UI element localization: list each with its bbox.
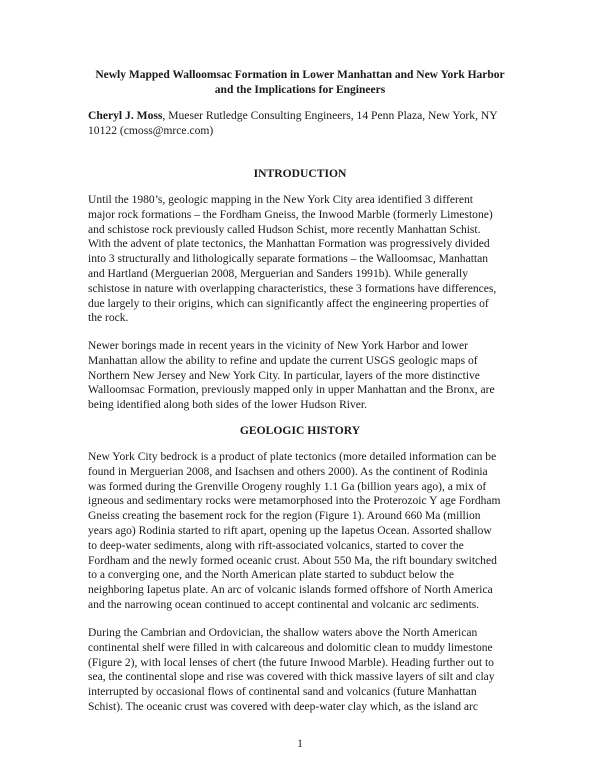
text-line: Schist). The oceanic crust was covered with deep-water clay which, as the island arc <box>88 700 478 713</box>
text-line: Manhattan allow the ability to refine and update the current USGS geologic maps of <box>88 354 478 367</box>
text-line: the rock. <box>88 312 129 325</box>
text-line: Until the 1980’s, geologic mapping in the New York City area identified 3 different <box>88 194 473 206</box>
text-line: and Hartland (Merguerian 2008, Merguerian and Sanders 1991b). While generally <box>88 267 468 280</box>
text-line: years ago) Rodinia started to rift apart, opening up the Iapetus Ocean. Assorted shallow <box>88 524 492 537</box>
intro-paragraph-1 <box>88 193 528 326</box>
text-line: With the advent of plate tectonics, the Manhattan Formation was progressively divided <box>88 238 490 251</box>
text-line: and schistose rock previously called Hudson Schist, more recently Manhattan Schist. <box>88 223 481 236</box>
paper-title-line-2: and the Implications for Engineers <box>214 84 386 96</box>
author-block <box>88 108 528 138</box>
history-paragraph-2 <box>88 626 528 715</box>
section-heading-geologic-history: GEOLOGIC HISTORY <box>239 424 361 437</box>
text-line: continental shelf were filled in with calcareous and dolomitic clean to muddy limestone <box>88 641 493 654</box>
text-line: interrupted by occasional flows of continental sand and volcanics (future Manhattan <box>88 686 477 699</box>
text-line: found in Merguerian 2008, and Isachsen and others 2000). As the continent of Rodinia <box>88 465 488 478</box>
text-line: Northern New Jersey and New York City. In particular, layers of the more distinctive <box>88 369 480 382</box>
paper-title <box>60 68 540 98</box>
text-line: Walloomsac Formation, previously mapped only in upper Manhattan and the Bronx, are <box>88 384 495 397</box>
author-name: Cheryl J. Moss <box>88 109 163 122</box>
section-heading-introduction: INTRODUCTION <box>253 167 347 180</box>
history-paragraph-1 <box>88 450 528 613</box>
text-line: Fordham and the newly formed oceanic crust. About 550 Ma, the rift boundary switched <box>88 554 497 567</box>
text-line: was formed during the Grenville Orogeny roughly 1.1 Ga (billion years ago), a mix of <box>88 480 487 493</box>
text-line: being identified along both sides of the lower Hudson River. <box>88 399 368 412</box>
paper-title-line-1: Newly Mapped Walloomsac Formation in Lower Manhattan and New York Harbor <box>95 69 505 81</box>
text-line: neighboring Iapetus plate. An arc of volcanic islands formed offshore of North America <box>88 584 493 597</box>
author-address: 10122 (cmoss@mrce.com) <box>88 124 214 137</box>
text-line: into 3 structurally and lithologically separate formations – the Walloomsac, Manhattan <box>88 253 489 266</box>
author-affiliation: , Mueser Rutledge Consulting Engineers, 14 Penn Plaza, New York, NY <box>162 109 498 122</box>
text-line: Newer borings made in recent years in the vicinity of New York Harbor and lower <box>88 340 468 352</box>
text-line: to deep-water sediments, along with rift-associated volcanics, started to cover the <box>88 539 464 552</box>
text-line: to a converging one, and the North American plate started to subduct below the <box>88 569 454 582</box>
text-line: igneous and sedimentary rocks were metamorphosed into the Proterozoic Y age Fordham <box>88 495 501 508</box>
text-line: (Figure 2), with local lenses of chert (the future Inwood Marble). Heading further out to <box>88 656 494 669</box>
text-line: Gneiss creating the basement rock for the region (Figure 1). Around 660 Ma (million <box>88 510 481 523</box>
page-number: 1 <box>297 737 303 750</box>
text-line: During the Cambrian and Ordovician, the shallow waters above the North American <box>88 627 478 639</box>
text-line: major rock formations – the Fordham Gneiss, the Inwood Marble (formerly Limestone) <box>88 208 493 221</box>
text-line: sea, the continental slope and rise was covered with thick massive layers of silt and clay <box>88 671 495 684</box>
text-line: due largely to their origins, which can significantly affect the engineering properties of <box>88 297 489 310</box>
text-line: schistose in nature with overlapping characteristics, these 3 formations have differences, <box>88 282 497 295</box>
text-line: New York City bedrock is a product of plate tectonics (more detailed information can be <box>88 451 497 463</box>
text-line: and the narrowing ocean continued to accept continental and volcanic arc sediments. <box>88 598 480 611</box>
intro-paragraph-2 <box>88 339 528 413</box>
